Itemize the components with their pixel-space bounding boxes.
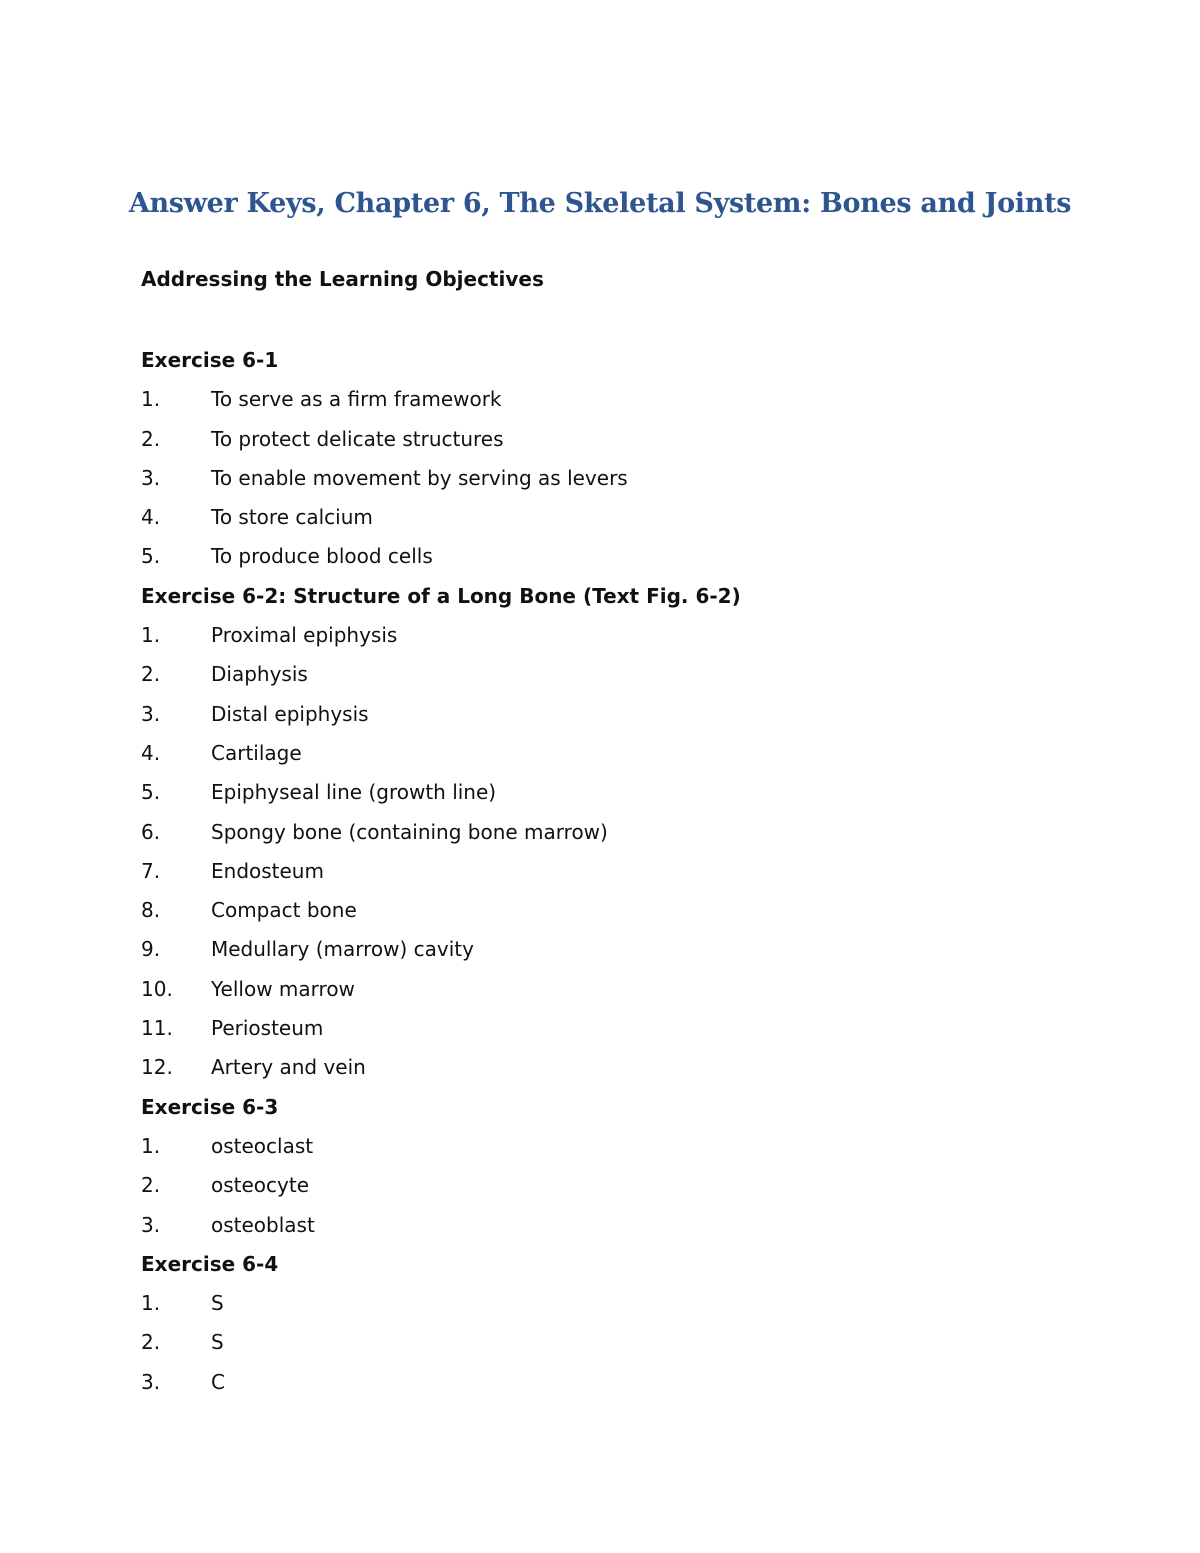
answer-number: 5. [141, 544, 161, 569]
answer-number: 1. [141, 1133, 161, 1158]
answer-number: 4. [141, 740, 161, 765]
answer-number: 9. [141, 937, 161, 962]
answer-text: Distal epiphysis [211, 701, 369, 726]
answer-number: 1. [141, 387, 161, 412]
answer-text: Yellow marrow [211, 976, 355, 1001]
answer-list-item [141, 380, 1121, 419]
answer-number: 2. [141, 1173, 161, 1198]
answer-list-item [141, 1166, 1121, 1205]
answer-number: 8. [141, 898, 161, 923]
answer-text: Epiphyseal line (growth line) [211, 780, 497, 805]
answer-list-item [141, 616, 1121, 655]
answer-list-item [141, 420, 1121, 459]
answer-list-item [141, 1323, 1121, 1362]
answer-number: 2. [141, 1330, 161, 1355]
answer-text: To store calcium [211, 505, 373, 530]
answer-text: Compact bone [211, 898, 357, 923]
answer-text: To enable movement by serving as levers [211, 465, 628, 490]
answer-list-item [141, 459, 1121, 498]
answer-text: To protect delicate structures [211, 426, 504, 451]
answer-text: Medullary (marrow) cavity [211, 937, 474, 962]
answer-list-item [141, 734, 1121, 773]
answer-number: 3. [141, 1212, 161, 1237]
exercise-heading: Exercise 6-4 [141, 1251, 279, 1276]
answer-number: 11. [141, 1016, 173, 1041]
answer-list-item [141, 1127, 1121, 1166]
answer-text: Periosteum [211, 1016, 324, 1041]
answer-list-item [141, 970, 1121, 1009]
answer-list-item [141, 930, 1121, 969]
answer-list-item [141, 813, 1121, 852]
answer-number: 1. [141, 1291, 161, 1316]
exercise-section [141, 577, 1121, 1088]
answer-list-item [141, 891, 1121, 930]
answer-number: 3. [141, 1369, 161, 1394]
document-subtitle: Addressing the Learning Objectives [141, 267, 544, 291]
exercise-section [141, 1088, 1121, 1245]
answer-list-item [141, 773, 1121, 812]
answer-text: To serve as a firm framework [211, 387, 502, 412]
answer-list-item [141, 1206, 1121, 1245]
answer-list-item [141, 1284, 1121, 1323]
answer-text: Proximal epiphysis [211, 623, 398, 648]
answer-number: 4. [141, 505, 161, 530]
answer-text: Diaphysis [211, 662, 308, 687]
answer-text: Artery and vein [211, 1055, 366, 1080]
answer-text: To produce blood cells [211, 544, 433, 569]
answer-text: osteocyte [211, 1173, 310, 1198]
answer-list-item [141, 695, 1121, 734]
answer-number: 1. [141, 623, 161, 648]
answer-text: S [211, 1330, 224, 1355]
answer-number: 3. [141, 701, 161, 726]
answer-list-item [141, 655, 1121, 694]
answer-list-item [141, 1048, 1121, 1087]
answer-list-item [141, 1009, 1121, 1048]
answer-list-item [141, 537, 1121, 576]
document-title: Answer Keys, Chapter 6, The Skeletal System: Bones and Joints [128, 188, 1072, 219]
answer-text: Spongy bone (containing bone marrow) [211, 819, 608, 844]
answer-number: 3. [141, 465, 161, 490]
answer-text: osteoclast [211, 1133, 314, 1158]
answer-text: C [211, 1369, 225, 1394]
answer-number: 12. [141, 1055, 173, 1080]
answer-number: 10. [141, 976, 173, 1001]
answer-number: 6. [141, 819, 161, 844]
answer-text: Cartilage [211, 740, 302, 765]
answer-list-item [141, 1363, 1121, 1402]
answer-text: osteoblast [211, 1212, 315, 1237]
answer-text: S [211, 1291, 224, 1316]
answer-number: 2. [141, 662, 161, 687]
exercise-section [141, 341, 1121, 577]
answer-number: 2. [141, 426, 161, 451]
exercise-sections [141, 341, 1121, 1402]
exercise-section [141, 1245, 1121, 1402]
answer-number: 7. [141, 858, 161, 883]
answer-text: Endosteum [211, 858, 324, 883]
exercise-heading: Exercise 6-3 [141, 1094, 279, 1119]
document-body [141, 263, 1121, 1402]
answer-list-item [141, 852, 1121, 891]
exercise-heading: Exercise 6-1 [141, 348, 279, 372]
answer-number: 5. [141, 780, 161, 805]
exercise-heading: Exercise 6-2: Structure of a Long Bone (Text Fig. 6-2) [141, 583, 741, 608]
answer-list-item [141, 498, 1121, 537]
